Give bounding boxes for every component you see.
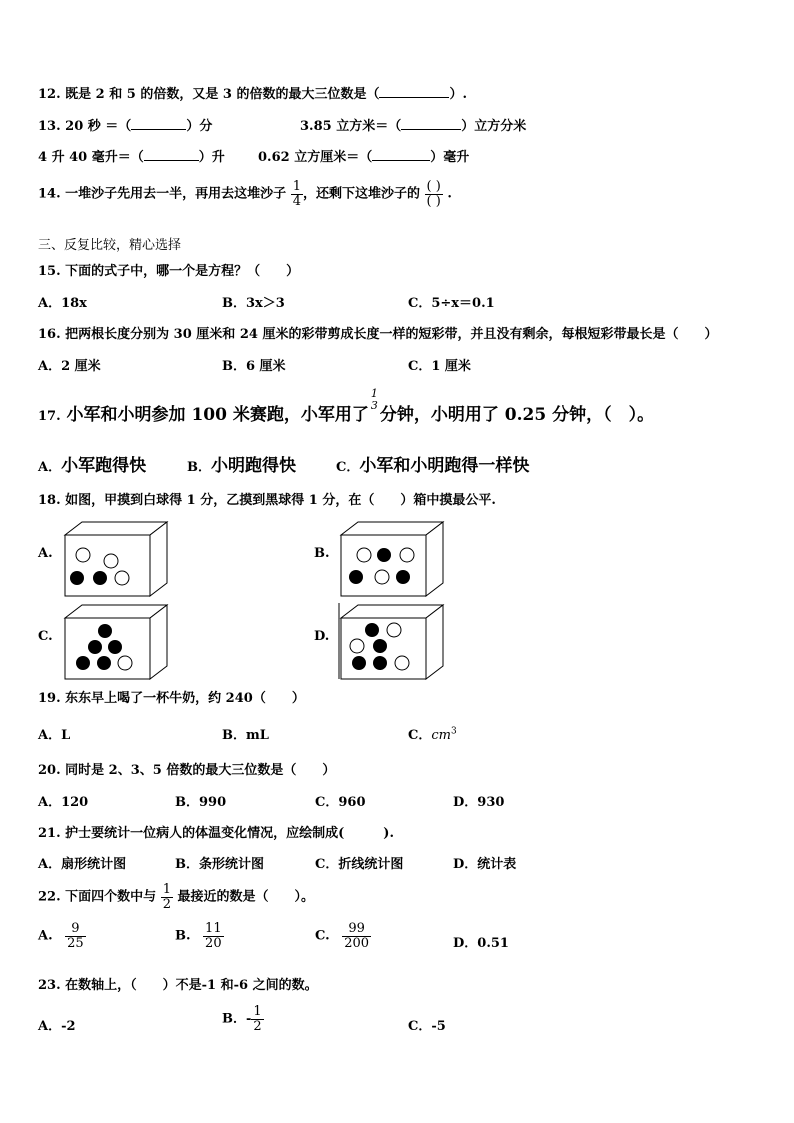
q14-blank-numerator: ( ) (426, 179, 441, 194)
q13-b-pre: 3.85 立方米＝（ (300, 119, 402, 134)
question-12 (38, 83, 467, 102)
q13-c-pre: 4 升 40 毫升＝（ (38, 150, 144, 165)
q19-option-c[interactable] (408, 724, 457, 743)
q22-c-numerator: 99 (342, 922, 371, 937)
q18-option-a-label[interactable]: A. (38, 546, 53, 561)
q22-option-c[interactable] (315, 922, 371, 950)
q16-number: 16. (38, 327, 61, 342)
q21-number: 21. (38, 826, 61, 841)
q23-text: 在数轴上，（ ）不是-1 和-6 之间的数。 (65, 978, 318, 993)
q17-option-b-text: 小明跑得快 (211, 456, 296, 476)
q22-option-b-label: B. (175, 928, 191, 944)
q22-number: 22. (38, 889, 61, 905)
q21-option-a[interactable]: A．扇形统计图 (38, 857, 127, 872)
question-14 (38, 180, 452, 208)
q23-option-c[interactable]: C．-5 (408, 1019, 446, 1034)
question-22 (38, 883, 314, 911)
q22-option-b-fraction (203, 922, 224, 950)
q12-number: 12. (38, 87, 61, 102)
q17-text2: 分钟，小明用了 0.25 分钟，（ ）。 (379, 405, 655, 425)
q14-end: . (447, 186, 452, 202)
q19-option-c-unit: cm (431, 728, 451, 743)
question-18 (38, 489, 496, 508)
question-13-row1 (38, 115, 212, 134)
question-23 (38, 974, 318, 993)
q13-c-post: ）升 (198, 150, 225, 165)
q23-number: 23. (38, 978, 61, 993)
q16-option-a[interactable]: A．2 厘米 (38, 359, 101, 374)
q12-answer-blank[interactable] (379, 85, 449, 98)
section-heading: 三、反复比较，精心选择 (38, 238, 182, 253)
q22-b-numerator: 11 (205, 921, 222, 936)
q13-a-pre: 20 秒 ＝（ (65, 119, 132, 134)
q17-option-c-text: 小军和小明跑得一样快 (359, 456, 530, 476)
q13-d-post: ）毫升 (430, 150, 470, 165)
q22-b-denominator: 20 (205, 935, 222, 951)
question-16 (38, 323, 717, 342)
q22-option-b[interactable] (175, 922, 224, 950)
q16-option-b[interactable]: B．6 厘米 (222, 359, 286, 374)
q21-option-d[interactable]: D．统计表 (453, 857, 517, 872)
q19-option-b[interactable]: B．mL (222, 728, 269, 743)
q13-a-post: ）分 (186, 119, 213, 134)
q22-option-c-fraction (342, 922, 371, 950)
q20-number: 20. (38, 763, 61, 778)
box-c-image[interactable] (62, 603, 172, 683)
q15-text: 下面的式子中，哪一个是方程？（ ） (65, 264, 300, 279)
q22-option-a-label: A. (38, 928, 53, 944)
q14-blank-denominator: ( ) (426, 193, 441, 209)
q14-text2: ，还剩下这堆沙子的 (302, 186, 420, 202)
q15-option-c[interactable]: C．5÷x＝0.1 (408, 296, 495, 311)
q20-option-c[interactable]: C．960 (315, 795, 366, 810)
q18-option-d-label[interactable]: D. (314, 629, 330, 644)
q13-d-pre: 0.62 立方厘米＝（ (258, 150, 373, 165)
q23-b-numerator: 1 (253, 1004, 262, 1019)
question-20 (38, 759, 335, 778)
q18-text: 如图，甲摸到白球得 1 分，乙摸到黑球得 1 分，在（ ）箱中摸最公平. (65, 493, 496, 508)
box-b-image[interactable] (338, 520, 448, 600)
q15-option-b[interactable]: B．3x＞3 (222, 296, 285, 311)
q19-option-c-label: C． (408, 728, 432, 743)
q23-option-a[interactable]: A．-2 (38, 1019, 76, 1034)
q20-option-d[interactable]: D．930 (453, 795, 505, 810)
q20-option-b[interactable]: B．990 (175, 795, 227, 810)
question-13-c (38, 146, 225, 165)
q22-option-a-fraction (65, 922, 86, 950)
q19-number: 19. (38, 691, 61, 706)
q22-frac-denominator: 2 (162, 896, 171, 912)
q21-option-c[interactable]: C．折线统计图 (315, 857, 404, 872)
question-15 (38, 260, 299, 279)
q17-option-c[interactable]: C．小军和小明跑得一样快 (336, 456, 530, 476)
q15-number: 15. (38, 264, 61, 279)
q16-text: 把两根长度分别为 30 厘米和 24 厘米的彩带剪成长度一样的短彩带，并且没有剩余，每根短彩带最长是（ ） (65, 327, 718, 342)
q17-number: 17. (38, 409, 61, 424)
q22-c-denominator: 200 (344, 935, 370, 951)
q22-frac-numerator: 1 (162, 882, 171, 897)
q19-option-a[interactable]: A．L (38, 728, 71, 743)
q15-option-a[interactable]: A．18x (38, 296, 87, 311)
q22-a-denominator: 25 (67, 935, 84, 951)
question-13-b (300, 115, 526, 134)
q17-option-b[interactable]: B．小明跑得快 (187, 456, 296, 476)
q13-b-post: ）立方分米 (461, 119, 527, 134)
q22-text1: 下面四个数中与 (65, 889, 157, 905)
q20-option-a[interactable]: A．120 (38, 795, 89, 810)
q12-end: ）. (449, 87, 467, 102)
q13-a-blank[interactable] (131, 117, 186, 130)
box-d-image[interactable] (338, 603, 448, 683)
q18-option-c-label[interactable]: C. (38, 629, 53, 644)
q14-frac-numerator: 1 (292, 179, 301, 194)
q20-text: 同时是 2、3、5 倍数的最大三位数是（ ） (65, 763, 336, 778)
question-13-d (258, 146, 469, 165)
q17-option-a[interactable]: A．小军跑得快 (38, 456, 147, 476)
q14-fraction (291, 180, 303, 208)
q13-b-blank[interactable] (401, 117, 461, 130)
question-17 (38, 387, 655, 425)
q13-c-blank[interactable] (144, 148, 199, 161)
question-21 (38, 822, 394, 841)
q22-text2: 最接近的数是（ ）。 (177, 889, 315, 905)
q18-number: 18. (38, 493, 61, 508)
q17-option-a-text: 小军跑得快 (61, 456, 147, 476)
q19-text: 东东早上喝了一杯牛奶，约 240（ ） (65, 691, 305, 706)
q23-option-b[interactable] (222, 1005, 264, 1033)
q22-a-numerator: 9 (65, 922, 86, 937)
question-19 (38, 687, 305, 706)
q14-answer-fraction[interactable] (425, 180, 443, 208)
q14-frac-denominator: 4 (292, 193, 301, 209)
q21-text: 护士要统计一位病人的体温变化情况，应绘制成( ). (65, 826, 394, 841)
q23-option-b-fraction (251, 1005, 263, 1033)
q13-d-blank[interactable] (372, 148, 430, 161)
q16-option-c[interactable]: C．1 厘米 (408, 359, 471, 374)
q17-fraction (369, 388, 380, 411)
q22-option-c-label: C. (315, 928, 330, 944)
box-a-image[interactable] (62, 520, 172, 600)
q23-b-denominator: 2 (253, 1018, 262, 1034)
q19-option-c-exponent: 3 (450, 726, 457, 737)
q18-option-b-label[interactable]: B. (314, 546, 330, 561)
q21-option-b[interactable]: B．条形统计图 (175, 857, 264, 872)
q17-frac-denominator: 3 (370, 398, 378, 412)
q14-number: 14. (38, 186, 61, 202)
q22-option-d[interactable]: D．0.51 (453, 936, 509, 951)
q13-number: 13. (38, 119, 61, 134)
q14-text: 一堆沙子先用去一半，再用去这堆沙子 (65, 186, 287, 202)
q17-text1: 小军和小明参加 100 米赛跑，小军用了 (66, 405, 369, 425)
q23-option-b-label: B．- (222, 1011, 252, 1027)
q22-option-a[interactable] (38, 922, 86, 950)
q17-frac-numerator: 1 (370, 387, 378, 400)
q12-text: 既是 2 和 5 的倍数，又是 3 的倍数的最大三位数是（ (65, 87, 380, 102)
q22-fraction (161, 883, 173, 911)
